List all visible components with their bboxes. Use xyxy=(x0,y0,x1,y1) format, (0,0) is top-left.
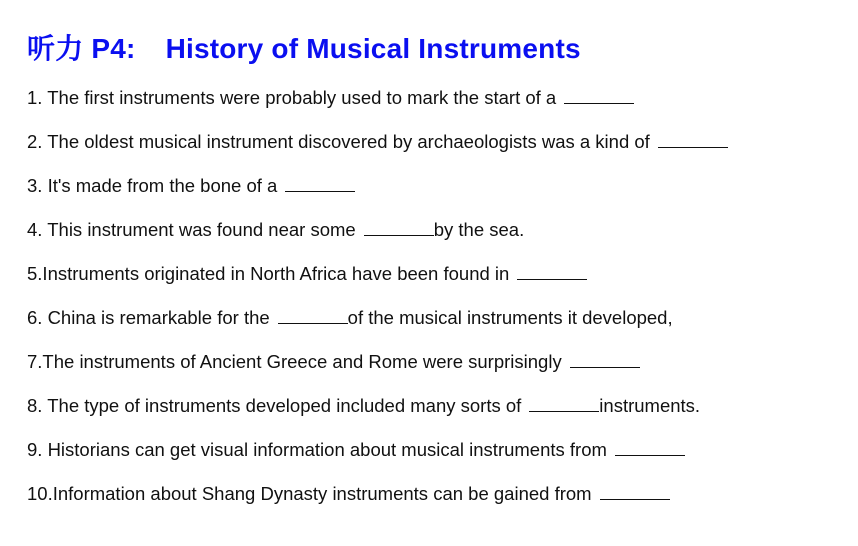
answer-blank-6[interactable] xyxy=(278,305,348,324)
question-10 xyxy=(27,480,728,524)
question-6 xyxy=(27,304,728,348)
question-text: 9. Historians can get visual information about musical instruments from xyxy=(27,439,607,460)
question-1 xyxy=(27,84,728,128)
question-list xyxy=(27,84,728,524)
answer-blank-9[interactable] xyxy=(615,437,685,456)
answer-blank-8[interactable] xyxy=(529,393,599,412)
page-title xyxy=(27,27,581,67)
question-text: 2. The oldest musical instrument discovered by archaeologists was a kind of xyxy=(27,131,650,152)
answer-blank-1[interactable] xyxy=(564,85,634,104)
title-text: History of Musical Instruments xyxy=(165,33,581,64)
answer-blank-7[interactable] xyxy=(570,349,640,368)
question-text: 3. It's made from the bone of a xyxy=(27,175,278,196)
question-5 xyxy=(27,260,728,304)
question-text: 6. China is remarkable for the xyxy=(27,307,270,328)
answer-blank-10[interactable] xyxy=(600,481,670,500)
question-9 xyxy=(27,436,728,480)
question-4 xyxy=(27,216,728,260)
answer-blank-3[interactable] xyxy=(285,173,355,192)
question-text: 7.The instruments of Ancient Greece and Rome were surprisingly xyxy=(27,351,562,372)
question-7 xyxy=(27,348,728,392)
question-text: 10.Information about Shang Dynasty instruments can be gained from xyxy=(27,483,592,504)
answer-blank-2[interactable] xyxy=(658,129,728,148)
question-text: 4. This instrument was found near some xyxy=(27,219,356,240)
question-text-after: instruments. xyxy=(599,395,701,416)
question-text: 8. The type of instruments developed included many sorts of xyxy=(27,395,522,416)
answer-blank-5[interactable] xyxy=(517,261,587,280)
question-2 xyxy=(27,128,728,172)
answer-blank-4[interactable] xyxy=(364,217,434,236)
question-text-after: of the musical instruments it developed, xyxy=(347,307,673,328)
question-text: 5.Instruments originated in North Africa have been found in xyxy=(27,263,510,284)
question-text: 1. The first instruments were probably used to mark the start of a xyxy=(27,87,557,108)
question-text-after: by the sea. xyxy=(433,219,525,240)
question-8 xyxy=(27,392,728,436)
section-label: 听力 P4: xyxy=(27,33,136,64)
question-3 xyxy=(27,172,728,216)
